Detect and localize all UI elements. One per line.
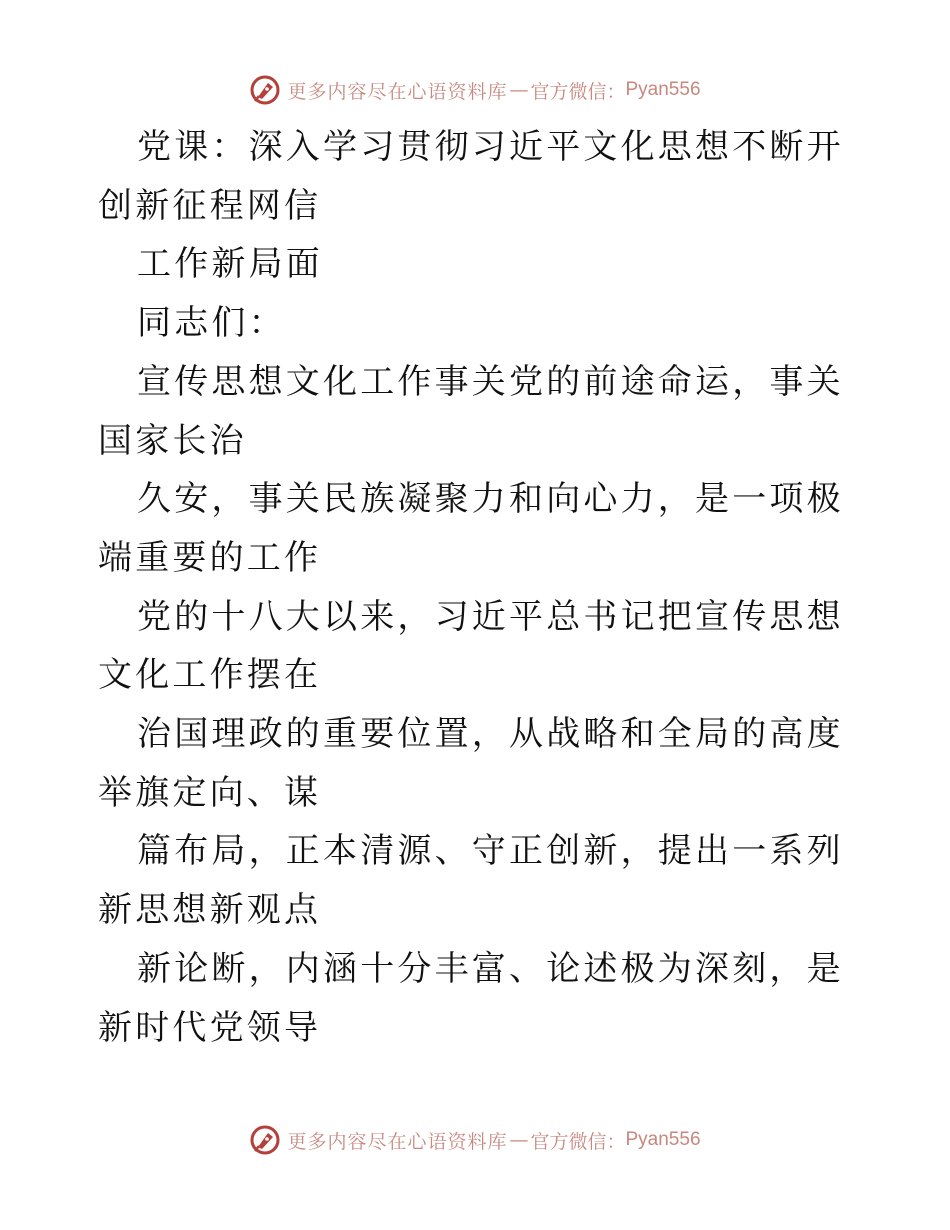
banner-site-text: 更多内容尽在心语资料库 [287,80,508,103]
document-title-paragraph: 党课：深入学习贯彻习近平文化思想不断开创新征程网信 [98,127,844,226]
document-paragraph: 宣传思想文化工作事关党的前途命运，事关国家长治 [98,361,844,461]
document-paragraph: 篇布局，正本清源、守正创新，提出一系列新思想新观点 [98,831,844,931]
document-body [98,118,858,1057]
banner-wechat-account: Pyan556 [625,1129,701,1150]
document-paragraph: 工作新局面 [137,244,323,285]
footer-watermark-banner [0,1120,950,1160]
banner-site-text: 更多内容尽在心语资料库 [287,1130,508,1153]
banner-separator: — [509,79,529,101]
banner-wechat-label: 官方微信： [530,80,626,103]
document-paragraph: 久安，事关民族凝聚力和向心力，是一项极端重要的工作 [98,479,844,578]
banner-wechat-account: Pyan556 [625,79,701,100]
pen-nib-logo-icon [249,74,281,106]
document-paragraph: 新论断，内涵十分丰富、论述极为深刻，是新时代党领导 [98,948,844,1048]
header-watermark-banner [0,70,950,110]
banner-wechat-label: 官方微信： [530,1130,626,1153]
salutation-paragraph: 同志们： [137,303,286,344]
banner-separator: — [509,1129,529,1151]
document-paragraph: 党的十八大以来，习近平总书记把宣传思想文化工作摆在 [98,596,844,696]
document-paragraph: 治国理政的重要位置，从战略和全局的高度举旗定向、谋 [98,714,844,813]
pen-nib-logo-icon [249,1124,281,1156]
